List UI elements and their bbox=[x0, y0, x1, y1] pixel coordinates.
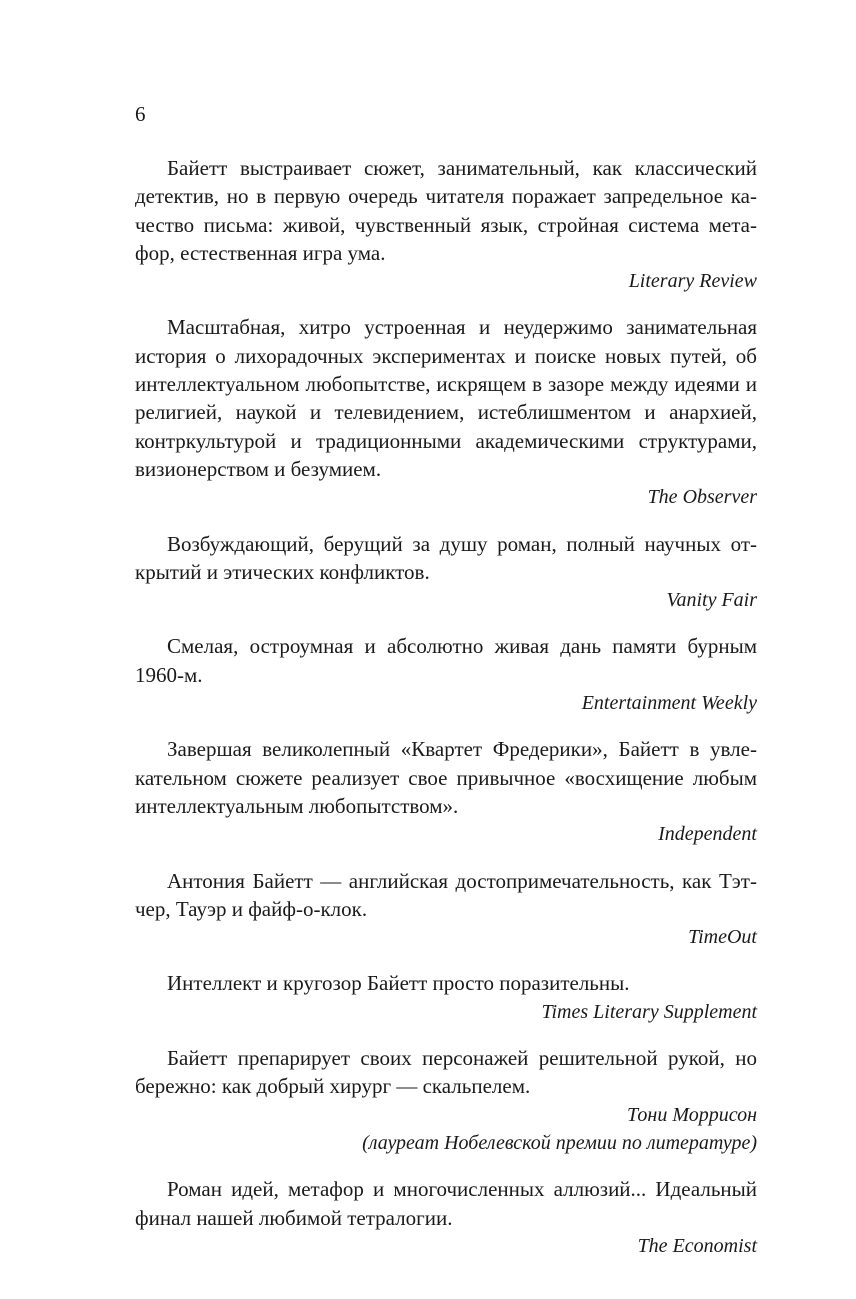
review-source-note: (лауреат Нобелевской премии по литературе) bbox=[362, 1131, 757, 1154]
review-quote: Байетт препарирует своих персонажей решительной рукой, но бережно: как добрый хирург — скальпелем. bbox=[135, 1046, 757, 1099]
review-source: The Observer bbox=[647, 486, 757, 509]
review-item bbox=[135, 1044, 757, 1157]
review-source: TimeOut bbox=[688, 926, 757, 949]
review-item bbox=[135, 969, 757, 1026]
review-source: The Economist bbox=[637, 1234, 757, 1257]
review-item bbox=[135, 1175, 757, 1260]
review-item bbox=[135, 735, 757, 848]
review-source: Independent bbox=[658, 823, 757, 846]
review-quote: Антония Байетт — английская достопримечательность, как Тэтчер, Тауэр и файф-о-клок. bbox=[135, 868, 757, 921]
review-source: Vanity Fair bbox=[666, 589, 757, 612]
review-source: Literary Review bbox=[628, 270, 757, 293]
review-item bbox=[135, 154, 757, 295]
review-quote: Завершая великолепный «Квартет Фредерики», Байетт в увлекательном сюжете реализует свое привычное «восхищение любым интеллектуальным любопытством». bbox=[135, 737, 757, 818]
review-source: Entertainment Weekly bbox=[581, 692, 757, 715]
review-item bbox=[135, 867, 757, 952]
review-item bbox=[135, 530, 757, 615]
review-quote: Возбуждающий, берущий за душу роман, полный научных открытий и этических конфликтов. bbox=[135, 531, 757, 584]
reviews-column bbox=[135, 154, 757, 1278]
review-quote: Байетт выстраивает сюжет, занимательный, как классический детектив, но в первую очередь читателя поражает запредельное качество письма: живой, чувственный язык, стройная система метафор, естественная игра ума. bbox=[135, 156, 757, 265]
review-item bbox=[135, 632, 757, 717]
review-quote: Интеллект и кругозор Байетт просто поразительны. bbox=[167, 971, 630, 996]
review-source: Тони Моррисон bbox=[627, 1103, 757, 1126]
review-quote: Смелая, остроумная и абсолютно живая дань памяти бурным 1960-м. bbox=[135, 634, 757, 687]
review-quote: Масштабная, хитро устроенная и неудержимо занимательная история о лихорадочных экспериментах и поиске новых путей, об интеллектуальном любопытстве, искрящем в зазоре между идеями и религией, наукой и телевидением, истеблишментом и анархией, контркультурой и традиционными академическими структурами, визионерством и безумием. bbox=[135, 315, 757, 481]
review-quote: Роман идей, метафор и многочисленных аллюзий... Идеальный финал нашей любимой тетралогии. bbox=[135, 1177, 757, 1230]
review-item bbox=[135, 313, 757, 511]
review-source: Times Literary Supplement bbox=[541, 1000, 757, 1023]
page-number: 6 bbox=[135, 102, 146, 126]
